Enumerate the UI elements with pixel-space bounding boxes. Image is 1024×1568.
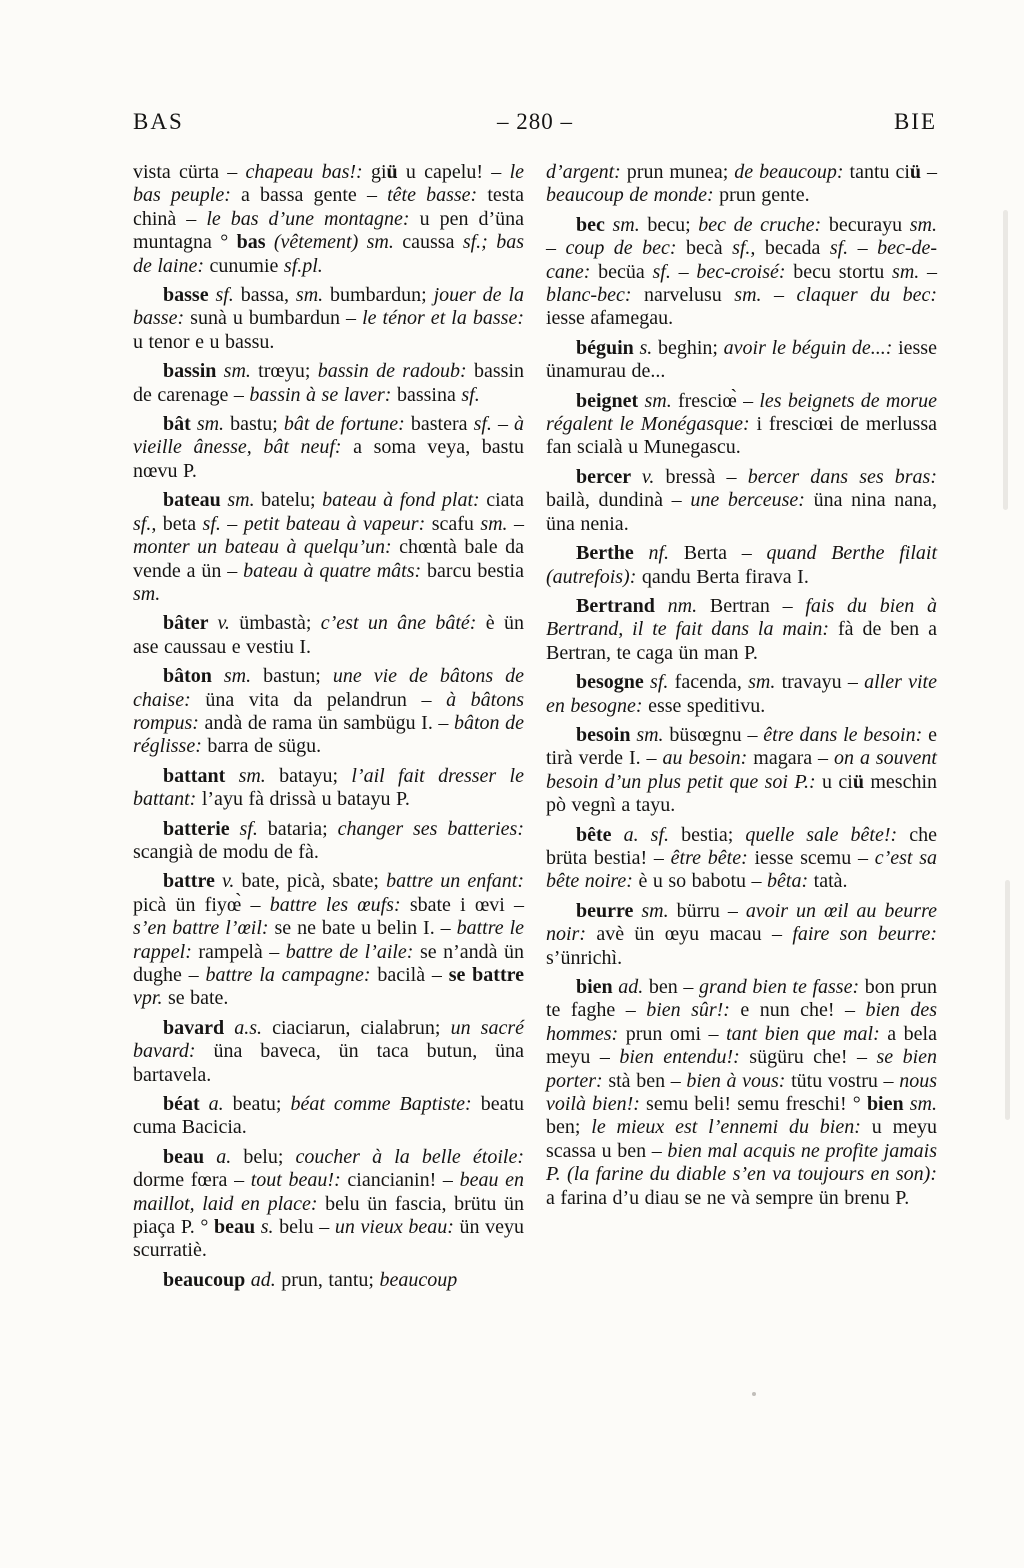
- headword-or-bold-text: batterie: [163, 817, 240, 840]
- dictionary-entry: [133, 413, 524, 483]
- italic-text: se bien porter:: [546, 1046, 938, 1092]
- italic-text: sm. – blanc-bec:: [546, 260, 937, 307]
- italic-text: a.: [216, 1145, 244, 1168]
- headword-or-bold-text: bavard: [163, 1016, 235, 1039]
- dictionary-entry: [546, 900, 937, 970]
- plain-text: a bassa gente –: [241, 184, 388, 207]
- plain-text: belu ün fascia, brütu ün piaça P. °: [133, 1192, 524, 1239]
- dictionary-entry: [546, 161, 937, 208]
- italic-text: un sacré bavard:: [133, 1016, 524, 1063]
- italic-text: beaucoup de monde:: [546, 184, 720, 207]
- plain-text: beghin;: [657, 336, 724, 359]
- italic-text: sf. – bec-de-cane:: [546, 237, 938, 283]
- plain-text: a soma veya, bastu nœvu P.: [133, 436, 524, 482]
- italic-text: l’ail fait dresser le battant:: [133, 764, 524, 811]
- italic-text: a.: [208, 1093, 233, 1116]
- headword-or-bold-text: bas: [236, 231, 274, 254]
- italic-text: une vie de bâtons de chaise:: [133, 665, 525, 711]
- plain-text: u ci: [822, 770, 853, 793]
- plain-text: beta: [162, 512, 203, 535]
- plain-text: u tenor e u bassu.: [133, 330, 275, 353]
- plain-text: rampelà –: [198, 940, 286, 963]
- italic-text: tant bien que mal:: [726, 1022, 888, 1045]
- italic-text: d’argent:: [546, 161, 627, 183]
- scan-edge-shade: [1003, 210, 1008, 510]
- plain-text: becurayu: [828, 213, 910, 236]
- dictionary-entry: [133, 1269, 524, 1292]
- headword-or-bold-text: besoin: [576, 723, 637, 746]
- plain-text: bailà, dundinà –: [546, 489, 691, 512]
- italic-text: béat comme Baptiste:: [290, 1093, 481, 1116]
- italic-text: v.: [221, 870, 242, 893]
- italic-text: battre le rappel:: [133, 917, 525, 963]
- italic-text: de beaucoup:: [734, 161, 850, 183]
- italic-text: bien à vous:: [686, 1069, 792, 1092]
- headword-or-bold-text: bâton: [163, 665, 224, 688]
- scan-edge-shade: [1005, 880, 1010, 1120]
- plain-text: Berta –: [683, 542, 767, 565]
- italic-text: sm.: [227, 489, 262, 512]
- italic-text: battre un enfant:: [386, 870, 524, 893]
- italic-text: sm.: [133, 582, 161, 605]
- plain-text: se ne bate u belin I. –: [274, 917, 457, 940]
- italic-text: sm.: [223, 360, 259, 383]
- italic-text: bien entendu!:: [619, 1046, 750, 1069]
- italic-text: battre les œufs:: [269, 893, 410, 916]
- headword-or-bold-text: bec: [576, 213, 613, 236]
- italic-text: s.: [260, 1216, 280, 1239]
- italic-text: battre de l’aile:: [285, 940, 420, 963]
- italic-text: bec de cruche:: [698, 213, 829, 236]
- headword-or-bold-text: béguin: [576, 336, 640, 359]
- plain-text: prun munea;: [626, 161, 735, 183]
- italic-text: sf. – bec-croisé:: [652, 260, 794, 283]
- italic-text: ad.: [618, 976, 649, 998]
- plain-text: se n’andà ün dughe –: [133, 940, 524, 986]
- plain-text: fresciœ̀ –: [677, 389, 760, 412]
- italic-text: nm.: [667, 594, 710, 617]
- headword-or-bold-text: bien: [576, 976, 619, 998]
- plain-text: scangià de modu de fà.: [133, 840, 319, 863]
- dictionary-entry: [133, 665, 524, 759]
- plain-text: ciaciarun, cialabrun;: [272, 1016, 451, 1039]
- plain-text: becà: [685, 237, 733, 260]
- headword-or-bold-text: Berthe: [576, 542, 649, 565]
- italic-text: bassin de radoub:: [317, 360, 474, 383]
- plain-text: narvelusu: [644, 284, 735, 307]
- dictionary-entry: [546, 671, 937, 718]
- plain-text: beatu cuma Bacicia.: [133, 1093, 524, 1139]
- headword-or-bold-text: battre: [163, 870, 222, 893]
- italic-text: on a souvent besoin d’un plus petit que soi P.:: [546, 747, 937, 793]
- plain-text: l’ayu fà drissà u batayu P.: [201, 788, 410, 811]
- headword-or-bold-text: beau: [163, 1145, 217, 1168]
- dictionary-entry: [546, 595, 937, 665]
- headword-or-bold-text: bien: [866, 1093, 910, 1116]
- column-right: [546, 161, 937, 1216]
- plain-text: testa chinà –: [133, 184, 524, 230]
- plain-text: prun omi –: [625, 1022, 727, 1045]
- plain-text: sbate i œvi –: [409, 893, 524, 916]
- italic-text: sf.: [239, 817, 268, 840]
- italic-text: être dans le besoin:: [763, 723, 929, 746]
- running-head-left-keyword: BAS: [133, 109, 184, 134]
- plain-text: dorme fœra –: [133, 1169, 251, 1192]
- italic-text: changer ses batteries:: [337, 817, 524, 840]
- dictionary-entry: [133, 765, 524, 812]
- plain-text: sunà u bumbardun –: [190, 307, 363, 330]
- headword-or-bold-text: beignet: [576, 389, 645, 412]
- italic-text: le bas d’une montagne:: [206, 207, 420, 230]
- italic-text: a.s.: [234, 1016, 273, 1039]
- dictionary-text-block: [133, 161, 937, 1298]
- italic-text: quelle sale bête!:: [745, 823, 910, 846]
- italic-text: sm.: [636, 723, 670, 746]
- plain-text: u meyu scassa u ben –: [546, 1116, 937, 1162]
- plain-text: bate, picà, sbate;: [241, 870, 387, 893]
- plain-text: picà ün fiyœ̀ –: [133, 893, 270, 916]
- plain-text: bastu;: [230, 413, 284, 436]
- plain-text: qandu Berta firava I.: [641, 565, 809, 588]
- italic-text: une berceuse:: [690, 489, 814, 512]
- headword-or-bold-text: beaucoup: [163, 1268, 251, 1291]
- dictionary-entry: [546, 390, 937, 460]
- plain-text: bassina: [396, 383, 462, 406]
- plain-text: becu stortu: [793, 260, 893, 283]
- italic-text: s.: [639, 336, 658, 359]
- plain-text: bassin de carenage –: [133, 360, 524, 406]
- plain-text: becüa: [598, 260, 653, 283]
- plain-text: tatà.: [813, 870, 848, 893]
- italic-text: jouer de la basse:: [133, 284, 525, 330]
- plain-text: beatu;: [232, 1093, 291, 1116]
- italic-text: grand bien te fasse:: [699, 976, 865, 998]
- italic-text: sm.: [238, 764, 280, 787]
- italic-text: a. sf.: [623, 823, 682, 846]
- plain-text: iesse ünamurau de...: [546, 336, 937, 383]
- plain-text: prun gente.: [719, 184, 810, 207]
- plain-text: u capelu! –: [397, 161, 510, 183]
- italic-text: un vieux beau:: [334, 1216, 460, 1239]
- italic-text: sm.: [612, 213, 648, 236]
- italic-text: sf.: [215, 284, 241, 307]
- italic-text: sf.pl.: [283, 254, 323, 277]
- italic-text: tout beau!:: [250, 1169, 348, 1192]
- plain-text: bacilà –: [377, 964, 449, 986]
- dictionary-entry: [133, 818, 524, 865]
- italic-text: sf.; bas de laine:: [133, 231, 524, 277]
- plain-text: meschin pò vegnì a tayu.: [546, 770, 938, 817]
- italic-text: v.: [641, 465, 666, 488]
- italic-text: battre la campagne:: [205, 964, 378, 986]
- plain-text: barcu bestia: [427, 559, 524, 582]
- headword-or-bold-text: bâter: [163, 612, 218, 635]
- italic-text: nous voilà bien!:: [546, 1069, 937, 1116]
- italic-text: beau en maillot, laid en place:: [133, 1169, 525, 1215]
- plain-text: a farina d’u diau se ne và sempre ün brenu P.: [546, 1186, 910, 1209]
- italic-text: ad.: [250, 1268, 282, 1291]
- italic-text: le mieux est l’ennemi du bien:: [591, 1116, 872, 1139]
- plain-text: u pen d’üna muntagna °: [133, 207, 524, 254]
- italic-text: bien mal acquis ne profite jamais P. (la farine du diable s’en va toujours en son):: [546, 1139, 937, 1186]
- italic-text: sf.: [650, 671, 675, 694]
- italic-text: c’est un âne bâté:: [320, 612, 486, 635]
- page-number: – 280 –: [497, 109, 573, 134]
- plain-text: üna vita da pelandrun –: [205, 688, 447, 711]
- dictionary-entry: [546, 214, 937, 331]
- italic-text: bassin à se laver:: [249, 383, 397, 406]
- headword-or-bold-text: bât: [163, 413, 197, 436]
- plain-text: bumbardun;: [330, 284, 434, 307]
- plain-text: è ün ase caussau e vestiu I.: [133, 612, 524, 658]
- dictionary-entry: [133, 870, 524, 1010]
- italic-text: c’est sa bête noire:: [546, 846, 937, 893]
- italic-text: à bâtons rompus:: [133, 688, 524, 734]
- italic-text: tête basse:: [387, 184, 488, 207]
- plain-text: se bate.: [167, 987, 229, 1010]
- italic-text: vpr.: [133, 987, 168, 1010]
- plain-text: –: [921, 161, 938, 183]
- plain-text: ciata: [486, 489, 524, 512]
- italic-text: sm. – coup de bec:: [546, 213, 937, 260]
- scan-speck: [752, 1392, 756, 1396]
- headword-or-bold-text: bercer: [576, 465, 642, 488]
- italic-text: le bas peuple:: [133, 161, 524, 207]
- italic-text: sf. – petit bateau à vapeur:: [202, 512, 432, 535]
- dictionary-entry: [133, 1146, 524, 1263]
- headword-or-bold-text: basse: [163, 284, 216, 307]
- plain-text: belu;: [243, 1145, 296, 1168]
- italic-text: bateau à quatre mâts:: [243, 559, 428, 582]
- column-left: [133, 161, 524, 1298]
- italic-text: bêta:: [767, 870, 814, 893]
- headword-or-bold-text: béat: [163, 1093, 209, 1116]
- italic-text: sm.: [644, 389, 678, 412]
- italic-text: au besoin:: [662, 747, 754, 770]
- dictionary-entry: [133, 489, 524, 606]
- plain-text: travayu –: [781, 671, 865, 694]
- italic-text: sf.,: [732, 237, 765, 260]
- plain-text: è u so babotu –: [638, 870, 768, 893]
- plain-text: avè ün œyu macau –: [596, 923, 793, 946]
- plain-text: scafu: [431, 512, 481, 535]
- plain-text: stà ben –: [608, 1069, 687, 1092]
- dictionary-entry: [546, 976, 937, 1210]
- plain-text: ün veyu scurratiè.: [133, 1216, 525, 1262]
- plain-text: becada: [764, 237, 830, 260]
- plain-text: caussa: [402, 231, 463, 254]
- headword-or-bold-text: bateau: [163, 489, 228, 512]
- plain-text: e tirà verde I. –: [546, 723, 937, 770]
- headword-or-bold-text: ü: [909, 161, 922, 183]
- dictionary-entry: [546, 542, 937, 589]
- plain-text: e nun che! –: [740, 999, 866, 1022]
- plain-text: becu;: [647, 213, 699, 236]
- dictionary-entry: [133, 360, 524, 407]
- dictionary-entry: [133, 1017, 524, 1087]
- italic-text: sm. – monter un bateau à quelqu’un:: [133, 512, 524, 559]
- plain-text: che brüta bestia! –: [546, 823, 937, 869]
- italic-text: sm.: [196, 413, 231, 436]
- plain-text: chœntà bale da vende a ün –: [133, 536, 524, 582]
- plain-text: gi: [370, 161, 387, 183]
- headword-or-bold-text: beurre: [576, 899, 642, 922]
- italic-text: bercer dans ses bras:: [747, 465, 937, 488]
- plain-text: a bela meyu –: [546, 1022, 937, 1069]
- plain-text: üna baveca, ün taca butun, üna bartavela.: [133, 1040, 524, 1086]
- plain-text: i fresciœi de merlussa fan scialà u Munegascu.: [546, 413, 937, 459]
- plain-text: prun, tantu;: [281, 1268, 380, 1291]
- plain-text: belu –: [279, 1216, 335, 1239]
- plain-text: semu beli! semu freschi! °: [646, 1093, 867, 1116]
- headword-or-bold-text: ü: [386, 161, 398, 183]
- dictionary-entry: [546, 337, 937, 384]
- italic-text: sm.: [223, 665, 264, 688]
- italic-text: v.: [217, 612, 240, 635]
- headword-or-bold-text: beau: [213, 1216, 261, 1239]
- plain-text: trœyu;: [258, 360, 318, 383]
- plain-text: bressà –: [665, 465, 748, 488]
- italic-text: coucher à la belle étoile:: [295, 1145, 525, 1168]
- headword-or-bold-text: se battre: [448, 964, 524, 986]
- plain-text: esse speditivu.: [648, 694, 766, 717]
- italic-text: sm. – claquer du bec:: [734, 284, 938, 307]
- plain-text: bataria;: [267, 817, 338, 840]
- plain-text: bassa,: [240, 284, 296, 307]
- italic-text: faire son beurre:: [792, 923, 938, 946]
- italic-text: sm.: [909, 1093, 937, 1116]
- plain-text: sügüru che! –: [749, 1046, 877, 1069]
- plain-text: ben –: [648, 976, 699, 998]
- plain-text: bestia;: [681, 823, 746, 846]
- plain-text: s’ünrichì.: [546, 946, 623, 969]
- dictionary-entry: [546, 724, 937, 818]
- plain-text: iesse scemu –: [754, 846, 875, 869]
- italic-text: sm.: [641, 899, 677, 922]
- italic-text: le ténor et la basse:: [362, 307, 524, 330]
- italic-text: sm.: [295, 284, 331, 307]
- dictionary-entry: [546, 466, 937, 536]
- plain-text: bon prun te faghe –: [546, 976, 937, 1022]
- italic-text: sf.,: [133, 512, 163, 535]
- plain-text: barra de sügu.: [207, 735, 322, 758]
- plain-text: vista cürta –: [133, 161, 246, 183]
- italic-text: bien des hommes:: [546, 999, 938, 1045]
- plain-text: üna nina nana, üna nenia.: [546, 489, 937, 535]
- italic-text: quand Berthe filait (autrefois):: [546, 542, 937, 588]
- plain-text: facenda,: [674, 671, 749, 694]
- plain-text: ben;: [546, 1116, 592, 1139]
- italic-text: sf.: [461, 383, 480, 406]
- italic-text: (vêtement) sm.: [273, 231, 403, 254]
- italic-text: bâton de réglisse:: [133, 711, 524, 758]
- plain-text: cunumie: [209, 254, 284, 277]
- plain-text: bastun;: [263, 665, 333, 688]
- headword-or-bold-text: besogne: [576, 671, 651, 694]
- italic-text: avoir un œil au beurre noir:: [546, 899, 937, 946]
- plain-text: magara –: [753, 747, 834, 770]
- plain-text: tantu ci: [849, 161, 910, 183]
- italic-text: fais du bien à Bertrand, il te fait dans la main:: [546, 594, 937, 641]
- italic-text: s’en battre l’œil:: [133, 917, 275, 940]
- plain-text: bürru –: [676, 899, 746, 922]
- italic-text: nf.: [648, 542, 684, 565]
- plain-text: ümbastà;: [239, 612, 321, 635]
- running-head-right-keyword: BIE: [893, 109, 937, 134]
- italic-text: avoir le béguin de...:: [723, 336, 899, 359]
- italic-text: aller vite en besogne:: [546, 671, 937, 717]
- plain-text: iesse afamegau.: [546, 307, 674, 330]
- plain-text: andà de rama ün sambügu I. –: [204, 711, 454, 734]
- plain-text: büsœgnu –: [669, 723, 764, 746]
- dictionary-entry: [133, 284, 524, 354]
- italic-text: beaucoup: [379, 1268, 458, 1291]
- dictionary-entry: [133, 1093, 524, 1140]
- italic-text: bât de fortune:: [283, 413, 411, 436]
- dictionary-entry: [546, 824, 937, 894]
- italic-text: sm.: [748, 671, 782, 694]
- headword-or-bold-text: ü: [852, 770, 864, 793]
- running-head: [133, 106, 937, 138]
- dictionary-entry: [133, 161, 524, 278]
- italic-text: les beignets de morue régalent le Monégasque:: [546, 389, 938, 436]
- plain-text: tütu vostru –: [791, 1069, 900, 1092]
- plain-text: Bertran –: [709, 594, 806, 617]
- plain-text: batelu;: [261, 489, 323, 512]
- headword-or-bold-text: battant: [163, 764, 239, 787]
- italic-text: être bête:: [670, 846, 755, 869]
- headword-or-bold-text: bassin: [163, 360, 224, 383]
- dictionary-entry: [133, 612, 524, 659]
- italic-text: bateau à fond plat:: [322, 489, 487, 512]
- italic-text: bien sûr!:: [646, 999, 741, 1022]
- italic-text: chapeau bas!:: [245, 161, 371, 183]
- plain-text: batayu;: [279, 764, 352, 787]
- headword-or-bold-text: Bertrand: [576, 594, 668, 617]
- italic-text: sf. – à vieille ânesse, bât neuf:: [133, 413, 524, 459]
- plain-text: bastera: [410, 413, 474, 436]
- headword-or-bold-text: bête: [576, 823, 624, 846]
- plain-text: ciancianin! –: [347, 1169, 460, 1192]
- plain-text: fà de ben a Bertran, te caga ün man P.: [546, 618, 938, 664]
